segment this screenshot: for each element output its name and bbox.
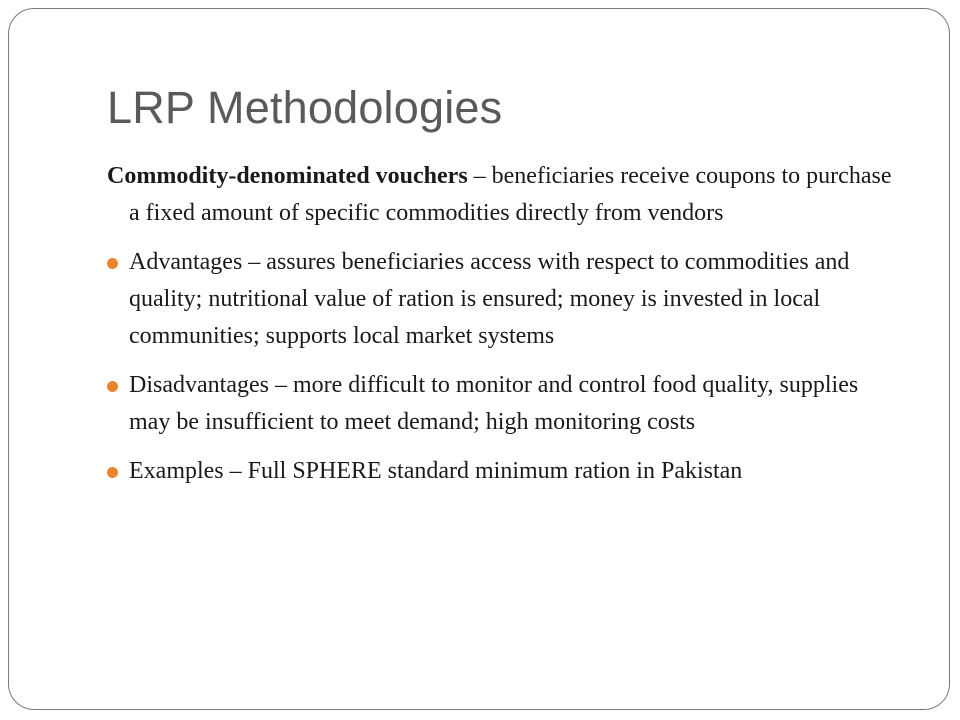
bullet-list [107,244,897,490]
bullet-dot-icon [107,467,118,478]
intro-term: Commodity-denominated vouchers [107,163,468,189]
bullet-dot-icon [107,258,118,269]
bullet-text: Examples – Full SPHERE standard minimum ration in Pakistan [129,458,743,484]
bullet-examples [107,453,897,490]
bullet-disadvantages [107,367,897,441]
intro-paragraph [107,158,897,232]
slide-title: LRP Methodologies [107,82,503,133]
bullet-text: Advantages – assures beneficiaries access with respect to commodities and quality; nutritional value of ration is ensured; money is invested in local communities; supports local market systems [129,249,850,349]
bullet-text: Disadvantages – more difficult to monitor and control food quality, supplies may be insufficient to meet demand; high monitoring costs [129,372,859,435]
slide-body [107,158,897,502]
bullet-advantages [107,244,897,355]
intro-description: – beneficiaries receive coupons to purchase a fixed amount of specific commodities directly from vendors [129,163,892,226]
bullet-dot-icon [107,381,118,392]
